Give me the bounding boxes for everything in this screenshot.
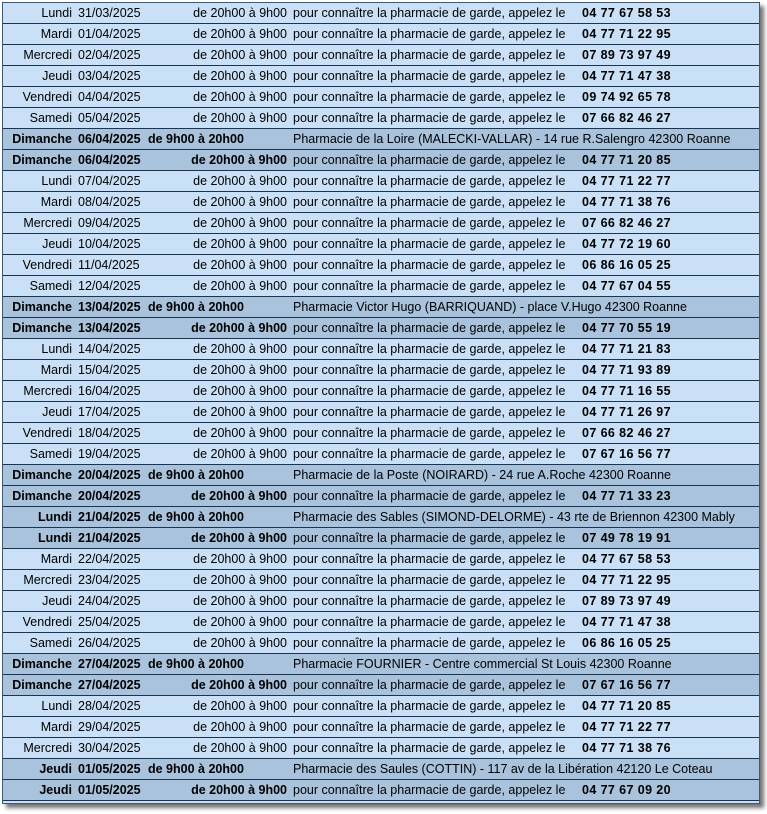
day-cell: Samedi (29, 279, 72, 293)
phone-cell: 04 77 71 22 95 (582, 573, 672, 587)
day-cell: Vendredi (22, 615, 72, 629)
day-cell: Dimanche (12, 657, 72, 671)
table-row (3, 255, 759, 276)
table-row (3, 318, 759, 339)
info-cell: pour connaître la pharmacie de garde, appelez le (293, 426, 566, 440)
info-cell: pour connaître la pharmacie de garde, appelez le (293, 258, 566, 272)
date-cell: 29/04/2025 (78, 720, 141, 734)
date-cell: 06/04/2025 (78, 153, 141, 167)
phone-cell: 04 77 70 55 19 (582, 321, 672, 335)
table-row (3, 45, 759, 66)
date-cell: 18/04/2025 (78, 426, 141, 440)
table-row (3, 759, 759, 780)
day-cell: Lundi (41, 342, 72, 356)
phone-cell: 07 89 73 97 49 (582, 48, 672, 62)
day-cell: Jeudi (39, 783, 72, 797)
info-cell: pour connaître la pharmacie de garde, appelez le (293, 279, 566, 293)
day-cell: Dimanche (12, 678, 72, 692)
day-cell: Dimanche (12, 468, 72, 482)
day-cell: Dimanche (12, 489, 72, 503)
info-cell: pour connaître la pharmacie de garde, appelez le (293, 384, 566, 398)
day-cell: Dimanche (12, 132, 72, 146)
phone-cell: 04 77 67 58 53 (582, 6, 672, 20)
info-cell: pour connaître la pharmacie de garde, appelez le (293, 174, 566, 188)
table-row (3, 528, 759, 549)
phone-cell: 04 77 71 38 76 (582, 741, 672, 755)
table-row (3, 423, 759, 444)
date-cell: 23/04/2025 (78, 573, 141, 587)
date-cell: 17/04/2025 (78, 405, 141, 419)
time-cell: de 20h00 à 9h00 (193, 552, 287, 566)
info-cell: pour connaître la pharmacie de garde, appelez le (293, 27, 566, 41)
phone-cell: 04 77 67 04 55 (582, 279, 672, 293)
day-cell: Jeudi (42, 69, 72, 83)
day-cell: Samedi (29, 636, 72, 650)
date-cell: 26/04/2025 (78, 636, 141, 650)
phone-cell: 04 77 67 09 20 (582, 783, 672, 797)
table-row (3, 507, 759, 528)
date-cell: 15/04/2025 (78, 363, 141, 377)
day-cell: Lundi (41, 699, 72, 713)
phone-cell: 04 77 71 21 83 (582, 342, 672, 356)
info-cell: pour connaître la pharmacie de garde, appelez le (293, 216, 566, 230)
date-cell: 22/04/2025 (78, 552, 141, 566)
day-cell: Lundi (37, 531, 72, 545)
phone-cell: 07 49 78 19 91 (582, 531, 672, 545)
info-cell: pour connaître la pharmacie de garde, appelez le (293, 552, 566, 566)
table-row (3, 780, 759, 801)
time-cell: de 9h00 à 20h00 (148, 132, 244, 146)
phone-cell: 06 86 16 05 25 (582, 258, 672, 272)
date-cell: 28/04/2025 (78, 699, 141, 713)
date-cell: 27/04/2025 (78, 678, 141, 692)
time-cell: de 9h00 à 20h00 (148, 510, 244, 524)
info-cell: pour connaître la pharmacie de garde, appelez le (293, 153, 566, 167)
date-cell: 16/04/2025 (78, 384, 141, 398)
phone-cell: 07 66 82 46 27 (582, 111, 672, 125)
day-cell: Mercredi (23, 741, 72, 755)
phone-cell: 04 77 71 20 85 (582, 153, 672, 167)
time-cell: de 20h00 à 9h00 (193, 741, 287, 755)
info-cell: pour connaître la pharmacie de garde, appelez le (293, 699, 566, 713)
day-cell: Lundi (41, 174, 72, 188)
day-cell: Lundi (37, 510, 72, 524)
day-cell: Dimanche (12, 153, 72, 167)
info-cell: pour connaître la pharmacie de garde, appelez le (293, 195, 566, 209)
time-cell: de 9h00 à 20h00 (148, 468, 244, 482)
table-row (3, 24, 759, 45)
info-cell: pour connaître la pharmacie de garde, appelez le (293, 720, 566, 734)
table-row (3, 192, 759, 213)
date-cell: 10/04/2025 (78, 237, 141, 251)
phone-cell: 07 66 82 46 27 (582, 216, 672, 230)
pharmacy-schedule-table (3, 3, 759, 801)
table-row (3, 717, 759, 738)
table-row (3, 129, 759, 150)
phone-cell: 04 77 67 58 53 (582, 552, 672, 566)
info-cell: pour connaître la pharmacie de garde, appelez le (293, 237, 566, 251)
phone-cell: 09 74 92 65 78 (582, 90, 672, 104)
date-cell: 21/04/2025 (78, 510, 141, 524)
date-cell: 01/05/2025 (78, 783, 141, 797)
time-cell: de 20h00 à 9h00 (193, 216, 287, 230)
date-cell: 30/04/2025 (78, 741, 141, 755)
info-cell: Pharmacie FOURNIER - Centre commercial St Louis 42300 Roanne (293, 657, 672, 671)
time-cell: de 20h00 à 9h00 (193, 594, 287, 608)
time-cell: de 20h00 à 9h00 (193, 636, 287, 650)
table-row (3, 87, 759, 108)
date-cell: 03/04/2025 (78, 69, 141, 83)
info-cell: pour connaître la pharmacie de garde, appelez le (293, 69, 566, 83)
time-cell: de 20h00 à 9h00 (193, 69, 287, 83)
day-cell: Samedi (29, 447, 72, 461)
day-cell: Jeudi (42, 405, 72, 419)
table-row (3, 675, 759, 696)
date-cell: 08/04/2025 (78, 195, 141, 209)
phone-cell: 07 67 16 56 77 (582, 447, 672, 461)
time-cell: de 20h00 à 9h00 (193, 111, 287, 125)
info-cell: pour connaître la pharmacie de garde, appelez le (293, 363, 566, 377)
date-cell: 01/04/2025 (78, 27, 141, 41)
phone-cell: 04 77 71 16 55 (582, 384, 672, 398)
table-row (3, 381, 759, 402)
info-cell: pour connaître la pharmacie de garde, appelez le (293, 111, 566, 125)
day-cell: Mardi (40, 195, 72, 209)
date-cell: 20/04/2025 (78, 489, 141, 503)
date-cell: 27/04/2025 (78, 657, 141, 671)
time-cell: de 9h00 à 20h00 (148, 300, 244, 314)
time-cell: de 20h00 à 9h00 (193, 174, 287, 188)
table-row (3, 3, 759, 24)
day-cell: Jeudi (42, 237, 72, 251)
table-row (3, 360, 759, 381)
info-cell: pour connaître la pharmacie de garde, appelez le (293, 783, 566, 797)
info-cell: pour connaître la pharmacie de garde, appelez le (293, 447, 566, 461)
info-cell: pour connaître la pharmacie de garde, appelez le (293, 573, 566, 587)
date-cell: 12/04/2025 (78, 279, 141, 293)
time-cell: de 20h00 à 9h00 (193, 573, 287, 587)
time-cell: de 20h00 à 9h00 (193, 699, 287, 713)
phone-cell: 04 77 71 93 89 (582, 363, 672, 377)
info-cell: Pharmacie des Saules (COTTIN) - 117 av de la Libération 42120 Le Coteau (293, 762, 713, 776)
day-cell: Mardi (40, 552, 72, 566)
phone-cell: 04 77 72 19 60 (582, 237, 672, 251)
phone-cell: 04 77 71 22 77 (582, 720, 672, 734)
time-cell: de 20h00 à 9h00 (193, 27, 287, 41)
date-cell: 24/04/2025 (78, 594, 141, 608)
day-cell: Mardi (40, 27, 72, 41)
time-cell: de 20h00 à 9h00 (193, 615, 287, 629)
time-cell: de 20h00 à 9h00 (193, 447, 287, 461)
day-cell: Mardi (40, 363, 72, 377)
time-cell: de 20h00 à 9h00 (193, 90, 287, 104)
phone-cell: 04 77 71 47 38 (582, 69, 672, 83)
day-cell: Jeudi (39, 762, 72, 776)
time-cell: de 20h00 à 9h00 (191, 153, 287, 167)
info-cell: pour connaître la pharmacie de garde, appelez le (293, 321, 566, 335)
date-cell: 21/04/2025 (78, 531, 141, 545)
info-cell: pour connaître la pharmacie de garde, appelez le (293, 615, 566, 629)
day-cell: Mardi (40, 720, 72, 734)
date-cell: 13/04/2025 (78, 321, 141, 335)
info-cell: pour connaître la pharmacie de garde, appelez le (293, 90, 566, 104)
table-row (3, 297, 759, 318)
table-row (3, 234, 759, 255)
day-cell: Vendredi (22, 258, 72, 272)
day-cell: Mercredi (23, 216, 72, 230)
info-cell: pour connaître la pharmacie de garde, appelez le (293, 636, 566, 650)
phone-cell: 07 67 16 56 77 (582, 678, 672, 692)
phone-cell: 04 77 71 22 77 (582, 174, 672, 188)
table-row (3, 108, 759, 129)
time-cell: de 20h00 à 9h00 (193, 342, 287, 356)
table-row (3, 591, 759, 612)
date-cell: 09/04/2025 (78, 216, 141, 230)
day-cell: Vendredi (22, 90, 72, 104)
info-cell: pour connaître la pharmacie de garde, appelez le (293, 405, 566, 419)
date-cell: 04/04/2025 (78, 90, 141, 104)
table-row (3, 696, 759, 717)
info-cell: Pharmacie de la Loire (MALECKI-VALLAR) - 14 rue R.Salengro 42300 Roanne (293, 132, 731, 146)
date-cell: 14/04/2025 (78, 342, 141, 356)
info-cell: pour connaître la pharmacie de garde, appelez le (293, 489, 566, 503)
date-cell: 19/04/2025 (78, 447, 141, 461)
day-cell: Dimanche (12, 300, 72, 314)
info-cell: pour connaître la pharmacie de garde, appelez le (293, 594, 566, 608)
date-cell: 20/04/2025 (78, 468, 141, 482)
table-row (3, 738, 759, 759)
info-cell: Pharmacie de la Poste (NOIRARD) - 24 rue A.Roche 42300 Roanne (293, 468, 671, 482)
info-cell: pour connaître la pharmacie de garde, appelez le (293, 678, 566, 692)
phone-cell: 04 77 71 26 97 (582, 405, 672, 419)
phone-cell: 04 77 71 47 38 (582, 615, 672, 629)
info-cell: pour connaître la pharmacie de garde, appelez le (293, 741, 566, 755)
table-row (3, 612, 759, 633)
date-cell: 07/04/2025 (78, 174, 141, 188)
info-cell: Pharmacie des Sables (SIMOND-DELORME) - 43 rte de Briennon 42300 Mably (293, 510, 735, 524)
time-cell: de 20h00 à 9h00 (193, 258, 287, 272)
table-row (3, 570, 759, 591)
phone-cell: 07 66 82 46 27 (582, 426, 672, 440)
info-cell: Pharmacie Victor Hugo (BARRIQUAND) - place V.Hugo 42300 Roanne (293, 300, 687, 314)
table-row (3, 486, 759, 507)
day-cell: Mercredi (23, 573, 72, 587)
time-cell: de 20h00 à 9h00 (193, 405, 287, 419)
table-row (3, 213, 759, 234)
time-cell: de 20h00 à 9h00 (191, 489, 287, 503)
time-cell: de 20h00 à 9h00 (193, 720, 287, 734)
time-cell: de 20h00 à 9h00 (193, 384, 287, 398)
table-row (3, 633, 759, 654)
table-row (3, 171, 759, 192)
day-cell: Vendredi (22, 426, 72, 440)
time-cell: de 20h00 à 9h00 (191, 783, 287, 797)
table-row (3, 339, 759, 360)
table-row (3, 444, 759, 465)
date-cell: 05/04/2025 (78, 111, 141, 125)
date-cell: 13/04/2025 (78, 300, 141, 314)
date-cell: 31/03/2025 (78, 6, 141, 20)
date-cell: 01/05/2025 (78, 762, 141, 776)
info-cell: pour connaître la pharmacie de garde, appelez le (293, 531, 566, 545)
date-cell: 02/04/2025 (78, 48, 141, 62)
phone-cell: 07 89 73 97 49 (582, 594, 672, 608)
day-cell: Mercredi (23, 384, 72, 398)
time-cell: de 20h00 à 9h00 (193, 195, 287, 209)
date-cell: 11/04/2025 (78, 258, 140, 272)
table-row (3, 276, 759, 297)
time-cell: de 20h00 à 9h00 (191, 678, 287, 692)
info-cell: pour connaître la pharmacie de garde, appelez le (293, 342, 566, 356)
time-cell: de 9h00 à 20h00 (148, 657, 244, 671)
day-cell: Jeudi (42, 594, 72, 608)
phone-cell: 04 77 71 38 76 (582, 195, 672, 209)
time-cell: de 20h00 à 9h00 (193, 48, 287, 62)
schedule-frame (2, 2, 760, 804)
time-cell: de 20h00 à 9h00 (193, 426, 287, 440)
table-row (3, 549, 759, 570)
time-cell: de 9h00 à 20h00 (148, 762, 244, 776)
time-cell: de 20h00 à 9h00 (193, 6, 287, 20)
date-cell: 06/04/2025 (78, 132, 141, 146)
time-cell: de 20h00 à 9h00 (193, 279, 287, 293)
time-cell: de 20h00 à 9h00 (191, 531, 287, 545)
time-cell: de 20h00 à 9h00 (193, 363, 287, 377)
table-row (3, 654, 759, 675)
time-cell: de 20h00 à 9h00 (191, 321, 287, 335)
day-cell: Mercredi (23, 48, 72, 62)
table-row (3, 465, 759, 486)
phone-cell: 04 77 71 20 85 (582, 699, 672, 713)
info-cell: pour connaître la pharmacie de garde, appelez le (293, 6, 566, 20)
table-row (3, 66, 759, 87)
phone-cell: 04 77 71 33 23 (582, 489, 672, 503)
day-cell: Dimanche (12, 321, 72, 335)
table-row (3, 150, 759, 171)
phone-cell: 04 77 71 22 95 (582, 27, 672, 41)
phone-cell: 06 86 16 05 25 (582, 636, 672, 650)
day-cell: Samedi (29, 111, 72, 125)
date-cell: 25/04/2025 (78, 615, 141, 629)
table-row (3, 402, 759, 423)
info-cell: pour connaître la pharmacie de garde, appelez le (293, 48, 566, 62)
time-cell: de 20h00 à 9h00 (193, 237, 287, 251)
day-cell: Lundi (41, 6, 72, 20)
